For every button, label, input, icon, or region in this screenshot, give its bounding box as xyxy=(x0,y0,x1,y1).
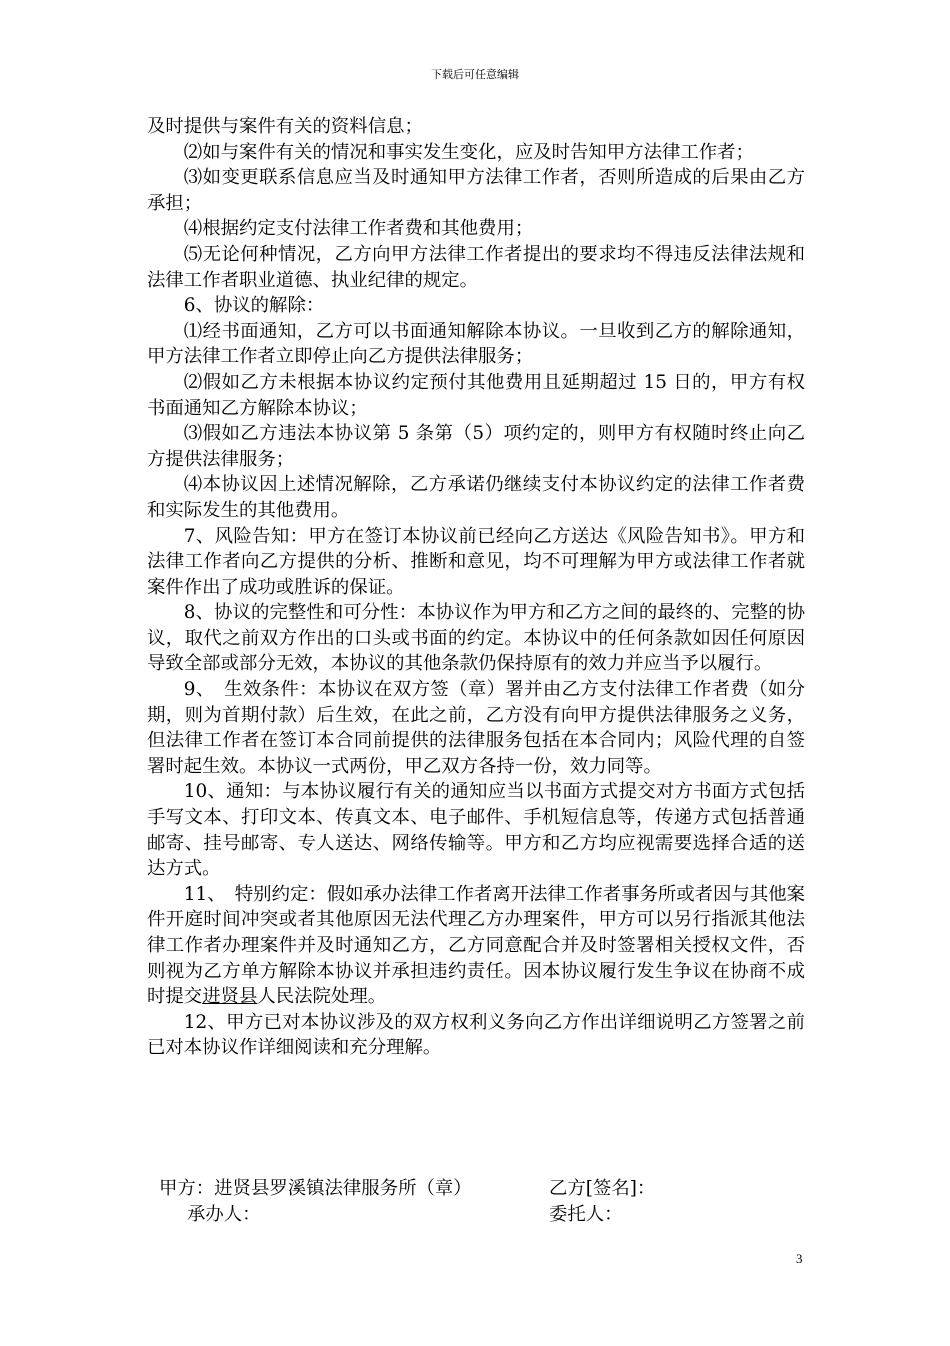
paragraph xyxy=(147,882,805,1010)
paragraph: ⑸无论何种情况，乙方向甲方法律工作者提出的要求均不得违反法律法规和法律工作者职业道德、执业纪律的规定。 xyxy=(147,243,805,291)
agreement-body xyxy=(147,114,805,1061)
paragraph: 7、风险告知：甲方在签订本协议前已经向乙方送达《风险告知书》。甲方和法律工作者向乙方提供的分析、推断和意见，均不可理解为甲方或法律工作者就案件作出了成功或胜诉的保证。 xyxy=(147,525,805,598)
paragraph: ⑷本协议因上述情况解除，乙方承诺仍继续支付本协议约定的法律工作者费和实际发生的其他费用。 xyxy=(147,474,805,521)
paragraph: ⑴经书面通知，乙方可以书面通知解除本协议。一旦收到乙方的解除通知，甲方法律工作者立即停止向乙方提供法律服务； xyxy=(147,320,805,368)
paragraph: 8、协议的完整性和可分性：本协议作为甲方和乙方之间的最终的、完整的协议，取代之前双方作出的口头或书面的约定。本协议中的任何条款如因任何原因导致全部或部分无效，本协议的其他条款仍保持原有的效力并应当予以履行。 xyxy=(147,602,805,675)
paragraph-text: 11、 特别约定：假如承办法律工作者离开法律工作者事务所或者因与其他案件开庭时间冲突或者其他原因无法代理乙方办理案件，甲方可以另行指派其他法律工作者办理案件并及时通知乙方，乙方同意配合并及时签署相关授权文件，否则视为乙方单方解除本协议并承担违约责任。因本协议履行发生争议在协商不成时提交 xyxy=(147,883,805,1008)
paragraph: ⑶假如乙方违法本协议第 5 条第（5）项约定的，则甲方有权随时终止向乙方提供法律服务； xyxy=(147,423,805,470)
paragraph: 9、 生效条件：本协议在双方签（章）署并由乙方支付法律工作者费（如分期，则为首期付款）后生效，在此之前，乙方没有向甲方提供法律服务之义务，但法律工作者在签订本合同前提供的法律服务包括在本合同内；风险代理的自签署时起生效。本协议一式两份，甲乙双方各持一份，效力同等。 xyxy=(147,679,805,777)
paragraph: 12、甲方已对本协议涉及的双方权利义务向乙方作出详细说明乙方签署之前已对本协议作详细阅读和充分理解。 xyxy=(147,1011,805,1059)
section-heading: 6、协议的解除： xyxy=(183,295,325,317)
client-label: 委托人： xyxy=(549,1204,623,1225)
paragraph: ⑵如与案件有关的情况和事实发生变化，应及时告知甲方法律工作者； xyxy=(183,141,754,163)
paragraph: ⑷根据约定支付法律工作者费和其他费用； xyxy=(183,218,534,240)
paragraph: ⑵假如乙方未根据本协议约定预付其他费用且延期超过 15 日的，甲方有权书面通知乙方解除本协议； xyxy=(147,371,805,419)
party-b-label: 乙方[签名]： xyxy=(549,1178,656,1199)
court-name-underlined: 进贤县 xyxy=(202,986,258,1008)
paragraph: 及时提供与案件有关的资料信息； xyxy=(147,116,423,137)
page-number: 3 xyxy=(796,1251,803,1266)
page-header: 下载后可任意编辑 xyxy=(431,68,519,81)
paragraph-tail: 人民法院处理。 xyxy=(257,986,387,1008)
party-a-label: 甲方：进贤县罗溪镇法律服务所（章） xyxy=(159,1178,472,1199)
handler-label: 承办人： xyxy=(187,1204,261,1225)
paragraph: ⑶如变更联系信息应当及时通知甲方法律工作者，否则所造成的后果由乙方承担； xyxy=(147,167,805,214)
paragraph: 10、通知：与本协议履行有关的通知应当以书面方式提交对方书面方式包括手写文本、打印文本、传真文本、电子邮件、手机短信息等，传递方式包括普通邮寄、挂号邮寄、专人送达、网络传输等。甲方和乙方均应视需要选择合适的送达方式。 xyxy=(147,781,805,880)
